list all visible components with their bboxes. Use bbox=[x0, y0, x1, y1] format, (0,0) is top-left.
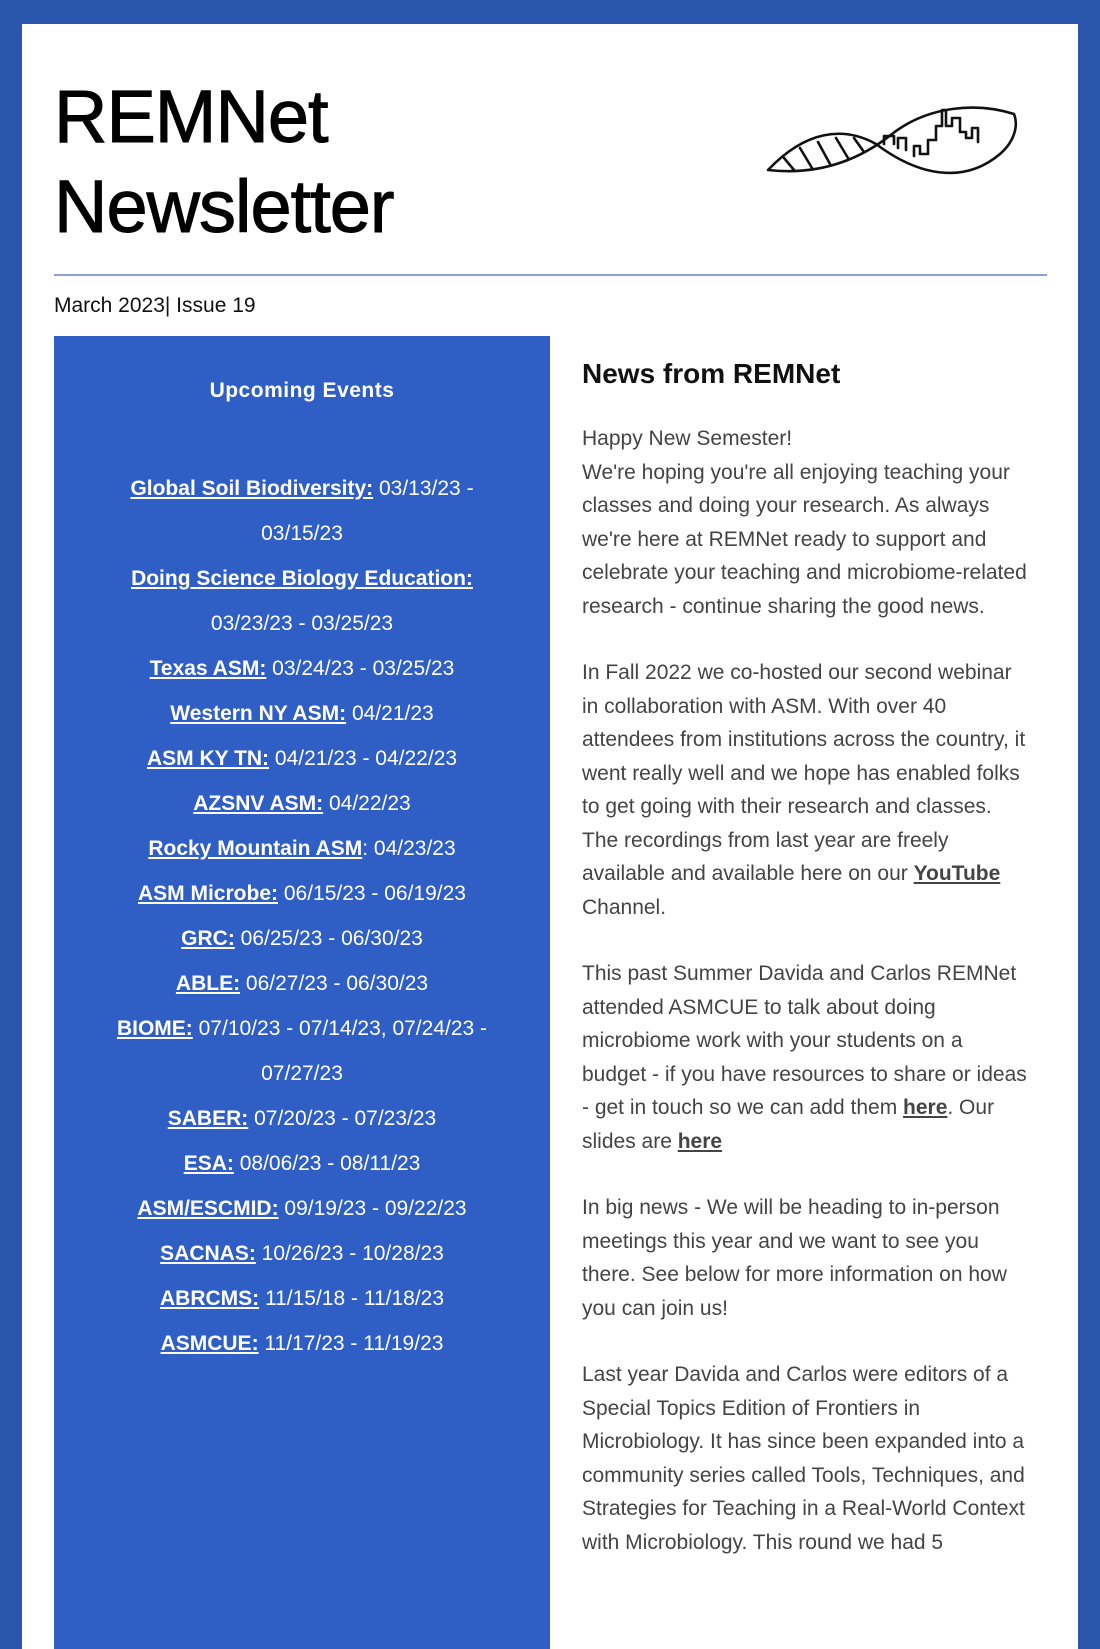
upcoming-events-panel bbox=[54, 336, 550, 1649]
event-link[interactable]: Western NY ASM: bbox=[170, 702, 347, 725]
event-dates: 11/17/23 - 11/19/23 bbox=[258, 1332, 444, 1355]
event-link[interactable]: ASM/ESCMID: bbox=[137, 1197, 279, 1220]
event-list bbox=[92, 466, 512, 1366]
event-item bbox=[92, 466, 512, 556]
greeting-text: Happy New Semester! bbox=[582, 427, 793, 450]
event-item bbox=[92, 1231, 512, 1276]
issue-date: March 2023| Issue 19 bbox=[54, 294, 256, 317]
event-link[interactable]: Rocky Mountain ASM bbox=[148, 837, 363, 860]
event-item bbox=[92, 736, 512, 781]
resources-link[interactable]: here bbox=[903, 1096, 948, 1119]
event-link[interactable]: ABRCMS: bbox=[159, 1287, 260, 1310]
title-line-2: Newsletter bbox=[54, 165, 394, 248]
event-item bbox=[92, 1321, 512, 1366]
event-dates: 07/10/23 - 07/14/23, 07/24/23 - 07/27/23 bbox=[192, 1017, 488, 1085]
news-paragraph-frontiers: Last year Davida and Carlos were editors of a Special Topics Edition of Frontiers in Microbiology. It has since been expanded into a community series called Tools, Techniques, and Strategies for Teaching in a Real-World Context with Microbiology. This round we had 5 bbox=[582, 1363, 1025, 1554]
event-item bbox=[92, 691, 512, 736]
events-heading: Upcoming Events bbox=[209, 379, 395, 402]
event-link[interactable]: SABER: bbox=[167, 1107, 249, 1130]
event-link[interactable]: BIOME: bbox=[116, 1017, 193, 1040]
event-link[interactable]: ESA: bbox=[183, 1152, 234, 1175]
event-link[interactable]: Doing Science Biology Education: bbox=[131, 567, 473, 590]
news-paragraph-meetings: In big news - We will be heading to in-person meetings this year and we want to see you there. See below for more information on how you can join us! bbox=[582, 1196, 1007, 1320]
event-item bbox=[92, 646, 512, 691]
event-dates: 08/06/23 - 08/11/23 bbox=[233, 1152, 421, 1175]
event-dates: 06/27/23 - 06/30/23 bbox=[240, 972, 429, 995]
intro-text: We're hoping you're all enjoying teaching your classes and doing your research. As always we're here at REMNet ready to support and celebrate your teaching and microbiome-related research - continue sharing the good news. bbox=[582, 460, 1027, 618]
header-divider bbox=[54, 274, 1047, 276]
event-link[interactable]: Global Soil Biodiversity: bbox=[130, 477, 374, 500]
event-link[interactable]: SACNAS: bbox=[160, 1242, 256, 1265]
newsletter-page bbox=[22, 24, 1078, 1649]
event-item bbox=[92, 781, 512, 826]
asmcue-text-mid: . Our slides are bbox=[582, 1096, 995, 1153]
event-link[interactable]: GRC: bbox=[181, 927, 235, 950]
event-item bbox=[92, 1186, 512, 1231]
event-item bbox=[92, 1276, 512, 1321]
event-item bbox=[92, 1141, 512, 1186]
event-item bbox=[92, 556, 512, 646]
news-paragraph-asmcue bbox=[582, 957, 1032, 1158]
event-dates: 09/19/23 - 09/22/23 bbox=[278, 1197, 467, 1220]
dna-skyline-logo-icon bbox=[766, 82, 1034, 188]
event-item bbox=[92, 1096, 512, 1141]
news-paragraph-intro bbox=[582, 422, 1032, 623]
event-dates: 03/24/23 - 03/25/23 bbox=[266, 657, 455, 680]
event-item bbox=[92, 916, 512, 961]
news-paragraph-webinar bbox=[582, 656, 1032, 924]
event-dates: 04/21/23 bbox=[346, 702, 434, 725]
event-link[interactable]: ASM Microbe: bbox=[137, 882, 278, 905]
event-link[interactable]: ASMCUE: bbox=[160, 1332, 259, 1355]
event-link[interactable]: AZSNV ASM: bbox=[193, 792, 324, 815]
event-dates: 03/13/23 - 03/15/23 bbox=[261, 477, 474, 545]
event-dates: 11/15/18 - 11/18/23 bbox=[259, 1287, 445, 1310]
event-dates: 04/22/23 bbox=[323, 792, 411, 815]
title-line-1: REMNet bbox=[54, 75, 328, 158]
event-dates: 04/21/23 - 04/22/23 bbox=[269, 747, 458, 770]
event-item bbox=[92, 961, 512, 1006]
event-dates: : 04/23/23 bbox=[362, 837, 456, 860]
slides-link[interactable]: here bbox=[677, 1129, 723, 1153]
event-dates: 06/15/23 - 06/19/23 bbox=[278, 882, 466, 905]
event-item bbox=[92, 1006, 512, 1096]
event-dates: 10/26/23 - 10/28/23 bbox=[255, 1242, 444, 1265]
webinar-text-end: Channel. bbox=[582, 895, 667, 919]
news-heading: News from REMNet bbox=[582, 358, 841, 389]
news-section bbox=[582, 354, 1032, 1592]
event-link[interactable]: ABLE: bbox=[175, 972, 241, 995]
event-link[interactable]: ASM KY TN: bbox=[146, 747, 270, 770]
event-dates: 03/23/23 - 03/25/23 bbox=[210, 612, 394, 635]
event-dates: 06/25/23 - 06/30/23 bbox=[234, 927, 423, 950]
newsletter-title bbox=[54, 72, 394, 252]
youtube-link[interactable]: YouTube bbox=[913, 862, 1001, 885]
event-item bbox=[92, 826, 512, 871]
webinar-text: In Fall 2022 we co-hosted our second webinar in collaboration with ASM. With over 40 attendees from institutions across the country, it went really well and we hope has enabled folks to get going with their research and classes. The recordings from last year are freely available and available here on our bbox=[582, 661, 1026, 885]
event-dates: 07/20/23 - 07/23/23 bbox=[248, 1107, 437, 1130]
event-link[interactable]: Texas ASM: bbox=[149, 657, 267, 680]
asmcue-text: This past Summer Davida and Carlos REMNet attended ASMCUE to talk about doing microbiome work with your students on a budget - if you have resources to share or ideas - get in touch so we can add them bbox=[582, 962, 1027, 1119]
event-item bbox=[92, 871, 512, 916]
